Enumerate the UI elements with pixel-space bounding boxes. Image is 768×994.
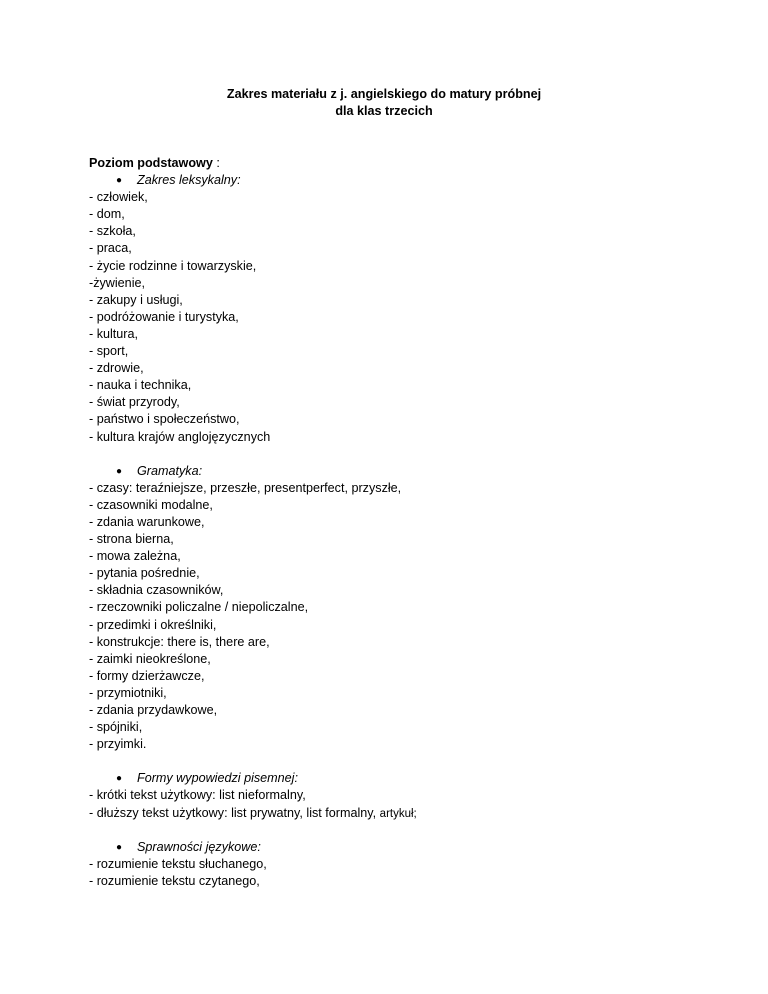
list-item: - zdania przydawkowe,	[89, 703, 218, 717]
list-leksykalny	[89, 189, 729, 445]
list-item	[89, 805, 729, 822]
list-item: - przymiotniki,	[89, 685, 167, 700]
list-item: - składnia czasowników,	[89, 583, 224, 598]
bullet-icon: ●	[116, 773, 123, 785]
section-heading-sprawnosci	[89, 839, 729, 856]
section-heading-formy	[89, 770, 729, 787]
list-item-text-small: artykuł;	[379, 807, 417, 820]
title-line-2: dla klas trzecich	[335, 104, 433, 118]
list-item: - dom,	[89, 207, 125, 222]
section-heading-gramatyka	[89, 463, 729, 480]
list-item: - życie rodzinne i towarzyskie,	[89, 258, 257, 273]
bullet-icon: ●	[116, 465, 123, 477]
list-item: - spójniki,	[89, 720, 143, 735]
level-suffix: :	[212, 156, 220, 170]
list-item: - pytania pośrednie,	[89, 566, 200, 581]
list-item: - krótki tekst użytkowy: list nieformalny,	[89, 788, 306, 803]
spacer	[89, 753, 729, 770]
list-item: -żywienie,	[89, 275, 145, 290]
document-title	[0, 86, 768, 120]
section-heading-label: Sprawności językowe:	[137, 839, 261, 854]
list-item: - przyimki.	[89, 737, 147, 752]
list-item-text: - dłuższy tekst użytkowy: list prywatny, list formalny,	[89, 805, 380, 820]
list-sprawnosci	[89, 856, 729, 890]
list-item: - czasowniki modalne,	[89, 497, 213, 512]
list-item: - zdania warunkowe,	[89, 514, 205, 529]
list-item: - praca,	[89, 241, 132, 256]
list-item: - zakupy i usługi,	[89, 292, 183, 307]
list-item: - rozumienie tekstu słuchanego,	[89, 856, 267, 871]
section-heading-label: Formy wypowiedzi pisemnej:	[137, 771, 298, 786]
list-item: - formy dzierżawcze,	[89, 668, 205, 683]
spacer	[89, 822, 729, 839]
title-line-1: Zakres materiału z j. angielskiego do matury próbnej	[226, 87, 542, 101]
section-heading-leksykalny	[89, 172, 729, 189]
level-heading	[89, 155, 729, 172]
bullet-icon: ●	[116, 841, 123, 853]
list-item: - podróżowanie i turystyka,	[89, 309, 239, 324]
list-item: - czasy: teraźniejsze, przeszłe, presentperfect, przyszłe,	[89, 480, 402, 495]
list-item: - kultura krajów anglojęzycznych	[89, 429, 271, 444]
bullet-icon: ●	[116, 175, 123, 187]
list-item: - świat przyrody,	[89, 395, 180, 410]
list-item: - państwo i społeczeństwo,	[89, 412, 240, 427]
section-heading-label: Gramatyka:	[137, 463, 203, 478]
list-item: - przedimki i określniki,	[89, 617, 217, 632]
list-item: - kultura,	[89, 326, 138, 341]
list-item: - rzeczowniki policzalne / niepoliczalne,	[89, 600, 309, 615]
list-gramatyka	[89, 480, 729, 754]
spacer	[89, 446, 729, 463]
list-formy	[89, 787, 729, 821]
list-item: - zaimki nieokreślone,	[89, 651, 211, 666]
section-heading-label: Zakres leksykalny:	[137, 173, 241, 188]
list-item: - rozumienie tekstu czytanego,	[89, 873, 260, 888]
list-item: - sport,	[89, 344, 129, 359]
list-item: - nauka i technika,	[89, 378, 192, 393]
list-item: - człowiek,	[89, 190, 148, 205]
document-body	[89, 155, 729, 890]
list-item: - mowa zależna,	[89, 549, 181, 564]
list-item: - zdrowie,	[89, 361, 144, 376]
list-item: - strona bierna,	[89, 532, 174, 547]
list-item: - konstrukcje: there is, there are,	[89, 634, 270, 649]
level-label: Poziom podstawowy	[89, 156, 213, 170]
list-item: - szkoła,	[89, 224, 136, 239]
